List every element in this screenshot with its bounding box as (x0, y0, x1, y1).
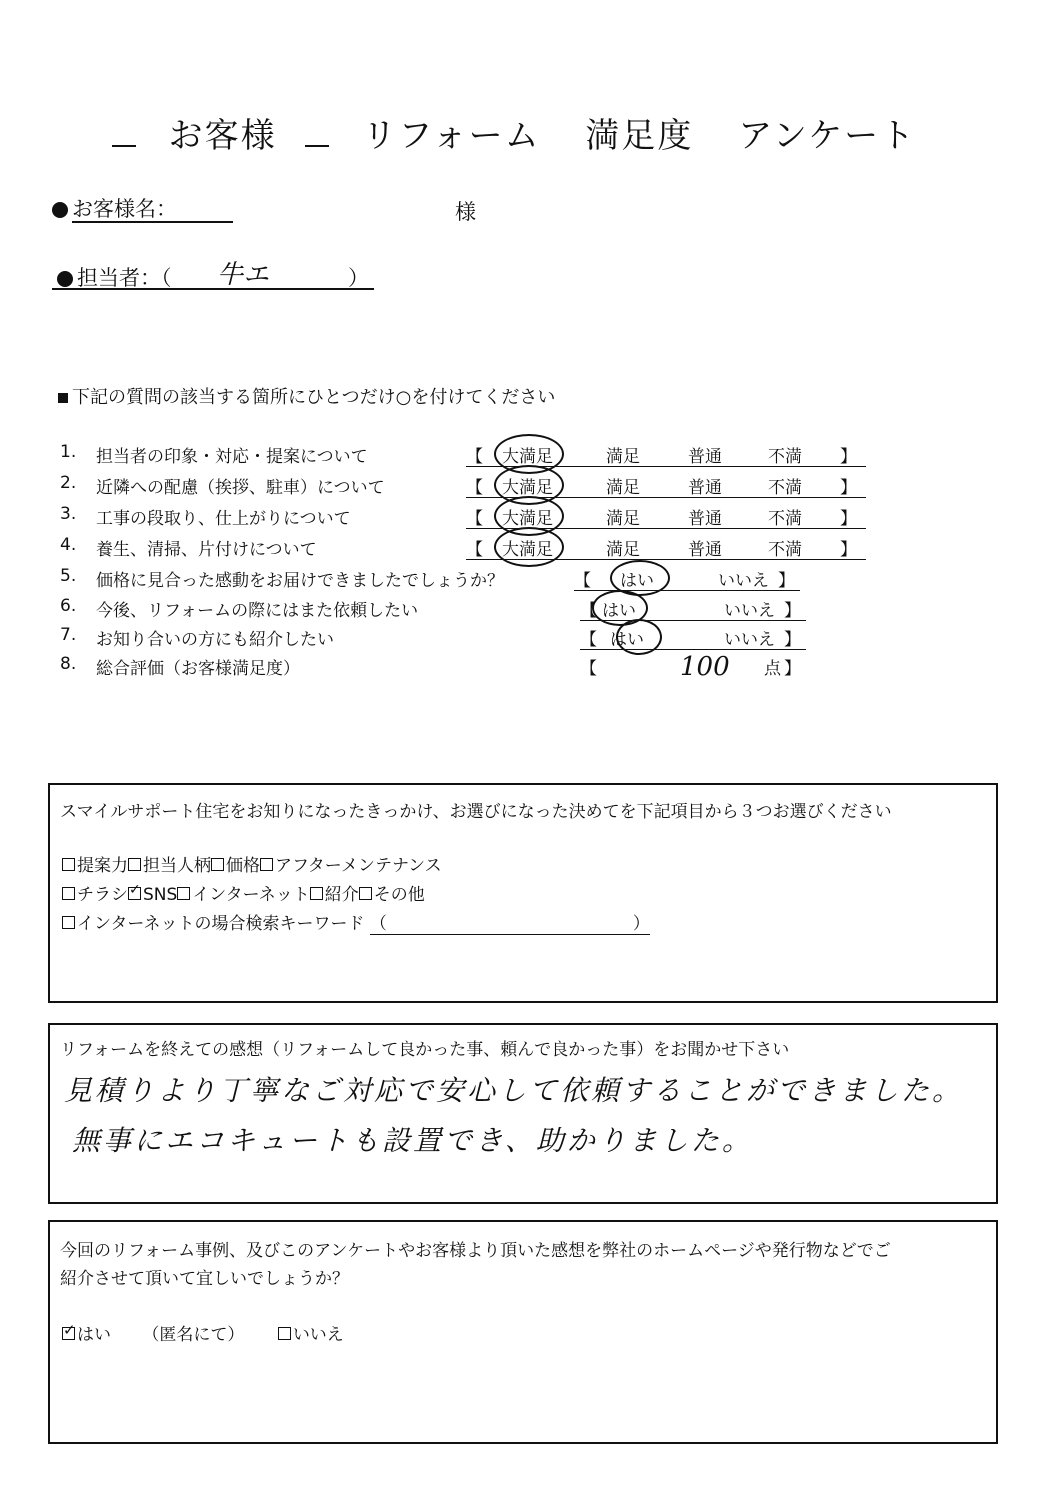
bracket-close: 】 (784, 659, 801, 679)
checkbox[interactable] (128, 858, 141, 871)
page-title (0, 108, 1044, 157)
checkbox[interactable] (359, 887, 372, 900)
customer-name-label: お客様名： (72, 197, 233, 223)
option-label: 紹介 (324, 885, 359, 905)
bracket-open: 【 (466, 509, 483, 529)
option-neutral[interactable]: 普通 (688, 540, 722, 560)
source-row-2 (62, 880, 425, 905)
option-very-satisfied[interactable]: 大満足 (502, 540, 553, 560)
option-yes[interactable]: はい (602, 601, 636, 621)
option-label: インターネット (192, 885, 310, 905)
bracket-open: 【 (466, 447, 483, 467)
selected-circle (616, 619, 662, 655)
rating-options-q1 (466, 442, 866, 467)
question-text: 総合評価（お客様満足度） (96, 659, 300, 679)
option-unsatisfied[interactable]: 不満 (768, 478, 802, 498)
option-very-satisfied[interactable]: 大満足 (502, 447, 553, 467)
bracket-close: 】 (840, 509, 857, 529)
checkbox[interactable] (278, 1327, 291, 1340)
option-label: 担当人柄 (143, 856, 211, 876)
yesno-options-q7 (580, 625, 806, 650)
selected-circle (494, 527, 564, 567)
option-satisfied[interactable]: 満足 (606, 509, 640, 529)
checkbox-checked[interactable] (128, 882, 141, 900)
rating-options-q4 (466, 535, 866, 560)
question-text: お知り合いの方にも紹介したい (96, 630, 334, 650)
checkbox[interactable] (62, 887, 75, 900)
option-yes: はい (77, 1325, 111, 1345)
question-text: 担当者の印象・対応・提案について (96, 447, 368, 467)
impression-box (48, 1023, 998, 1204)
instruction-text: 下記の質問の該当する箇所にひとつだけ○を付けてください (72, 387, 556, 408)
option-satisfied[interactable]: 満足 (606, 540, 640, 560)
permission-options (62, 1320, 344, 1345)
bullet-icon (52, 202, 68, 218)
staff-row (52, 262, 374, 290)
score-unit: 点 (764, 659, 781, 679)
option-label: インターネットの場合検索キーワード (77, 914, 365, 934)
source-row-3 (62, 909, 650, 935)
rating-options-q3 (466, 504, 866, 529)
paren-close: ） (632, 914, 650, 934)
bracket-open: 【 (580, 630, 597, 650)
question-text: 近隣への配慮（挨拶、駐車）について (96, 478, 385, 498)
bracket-close: 】 (784, 630, 801, 650)
question-number: 6. (60, 596, 77, 616)
permission-box (48, 1220, 998, 1444)
question-text: 養生、清掃、片付けについて (96, 540, 317, 560)
question-number: 7. (60, 625, 77, 645)
score-value[interactable]: 100 (680, 652, 730, 682)
title-dash (305, 145, 329, 147)
option-label: SNS (143, 885, 178, 905)
bracket-open: 【 (580, 601, 597, 621)
yesno-options-q5 (574, 566, 800, 591)
option-label: チラシ (77, 885, 128, 905)
checkbox[interactable] (260, 858, 273, 871)
option-no[interactable]: いいえ (724, 630, 775, 650)
option-anonymous: （匿名にて） (142, 1325, 245, 1345)
bracket-close: 】 (840, 447, 857, 467)
option-unsatisfied[interactable]: 不満 (768, 540, 802, 560)
bracket-close: 】 (784, 601, 801, 621)
paren-open: （ (369, 914, 387, 934)
option-very-satisfied[interactable]: 大満足 (502, 509, 553, 529)
option-label: アフターメンテナンス (275, 856, 442, 876)
bullet-icon (57, 271, 73, 287)
question-number: 4. (60, 535, 77, 555)
option-label: その他 (373, 885, 425, 905)
customer-name-suffix: 様 (455, 200, 476, 224)
question-text: 工事の段取り、仕上がりについて (96, 509, 351, 529)
score-row (580, 654, 806, 684)
bracket-close: 】 (840, 540, 857, 560)
checkbox[interactable] (177, 887, 190, 900)
option-neutral[interactable]: 普通 (688, 509, 722, 529)
yesno-options-q6 (580, 596, 806, 621)
check-icon: ✓ (129, 882, 141, 898)
checkbox[interactable] (310, 887, 323, 900)
staff-close: ） (348, 266, 369, 290)
bracket-open: 【 (466, 478, 483, 498)
instruction (58, 383, 555, 409)
option-unsatisfied[interactable]: 不満 (768, 509, 802, 529)
title-word-2: リフォーム (362, 116, 541, 156)
question-number: 5. (60, 566, 77, 586)
option-neutral[interactable]: 普通 (688, 478, 722, 498)
bracket-open: 【 (466, 540, 483, 560)
option-satisfied[interactable]: 満足 (606, 478, 640, 498)
question-text: 価格に見合った感動をお届けできましたでしょうか？ (96, 571, 504, 591)
permission-prompt-line-2: 紹介させて頂いて宜しいでしょうか？ (60, 1269, 349, 1289)
staff-label: 担当者：（ (77, 266, 172, 290)
checkbox-checked[interactable] (62, 1321, 76, 1340)
question-number: 2. (60, 473, 77, 493)
checkbox[interactable] (211, 858, 224, 871)
bracket-open: 【 (574, 571, 591, 591)
permission-prompt-line-1: 今回のリフォーム事例、及びこのアンケートやお客様より頂いた感想を弊社のホームページや発行物などでご (60, 1241, 891, 1261)
bracket-open: 【 (580, 659, 597, 679)
impression-line-2: 無事にエコキュートも設置でき、助かりました。 (72, 1124, 753, 1157)
option-very-satisfied[interactable]: 大満足 (502, 478, 553, 498)
option-no[interactable]: いいえ (718, 571, 769, 591)
source-row-1 (62, 851, 442, 876)
title-word-4: アンケート (738, 116, 917, 156)
checkbox[interactable] (62, 916, 75, 929)
rating-options-q2 (466, 473, 866, 498)
checkbox[interactable] (62, 858, 75, 871)
option-neutral[interactable]: 普通 (688, 447, 722, 467)
option-label: 提案力 (77, 856, 128, 876)
title-dash (112, 145, 136, 147)
bracket-close: 】 (840, 478, 857, 498)
check-icon: ✓ (63, 1321, 76, 1339)
question-number: 1. (60, 442, 77, 462)
option-no[interactable]: いいえ (724, 601, 775, 621)
option-label: 価格 (226, 856, 260, 876)
option-satisfied[interactable]: 満足 (606, 447, 640, 467)
source-prompt: スマイルサポート住宅をお知りになったきっかけ、お選びになった決めてを下記項目から３つお選びください (60, 802, 892, 822)
keyword-input[interactable] (370, 909, 650, 935)
bracket-close: 】 (778, 571, 795, 591)
question-text: 今後、リフォームの際にはまた依頼したい (96, 601, 419, 621)
option-no: いいえ (292, 1325, 344, 1345)
staff-value: 牛エ (217, 260, 270, 290)
source-box (48, 783, 998, 1003)
question-number: 3. (60, 504, 77, 524)
title-word-3: 満足度 (585, 116, 694, 156)
customer-name-row (52, 193, 233, 223)
impression-prompt: リフォームを終えての感想（リフォームして良かった事、頼んで良かった事）をお聞かせ下さい (60, 1040, 790, 1060)
option-yes[interactable]: はい (620, 571, 654, 591)
option-yes[interactable]: はい (610, 630, 644, 650)
impression-line-1: 見積りより丁寧なご対応で安心して依頼することができました。 (64, 1074, 964, 1107)
square-bullet-icon (58, 393, 68, 403)
title-word-1: お客様 (168, 116, 277, 156)
option-unsatisfied[interactable]: 不満 (768, 447, 802, 467)
question-number: 8. (60, 654, 77, 674)
